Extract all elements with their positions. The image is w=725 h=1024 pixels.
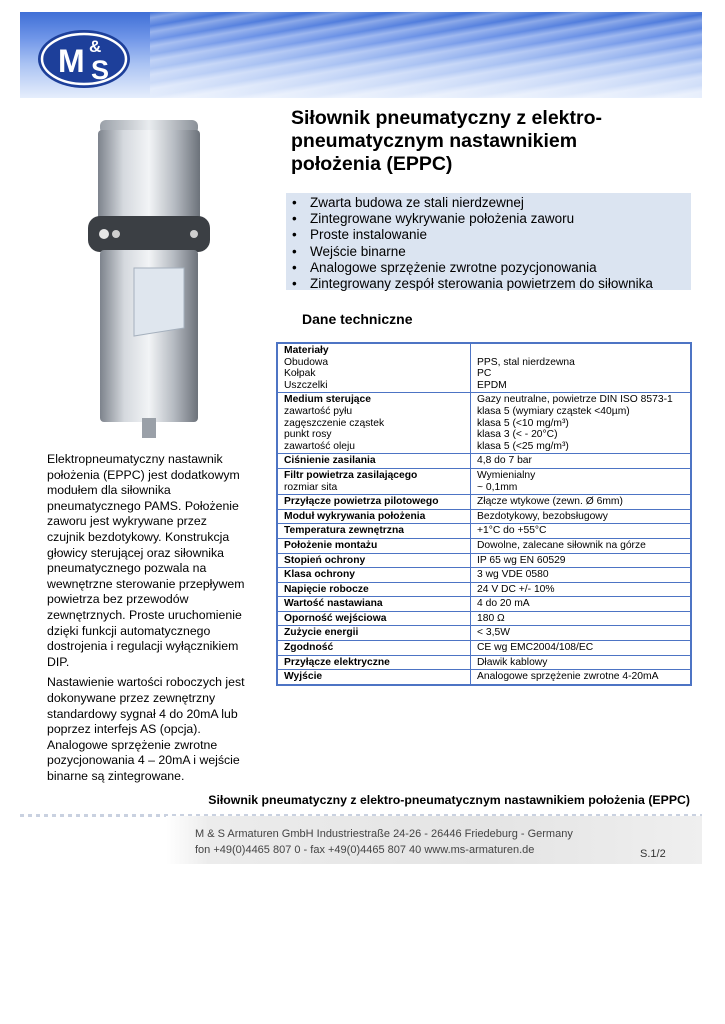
feature-item: • Proste instalowanie — [310, 227, 691, 243]
page-number: S.1/2 — [640, 848, 666, 860]
spec-label: Zgodność — [277, 641, 471, 656]
spec-label: Ciśnienie zasilania — [277, 454, 471, 469]
spec-label: Wartość nastawiana — [277, 597, 471, 612]
logo-ampersand: & — [89, 37, 102, 56]
spec-label-cell — [277, 393, 471, 454]
spec-label: Temperatura zewnętrzna — [277, 524, 471, 539]
spec-value: Dławik kablowy — [471, 655, 692, 670]
title-line-2: pneumatycznym nastawnikiem — [291, 130, 578, 152]
table-row — [277, 597, 691, 612]
spec-value-cell — [471, 468, 692, 494]
spec-table — [276, 342, 692, 686]
spec-value: Dowolne, zalecane siłownik na górze — [471, 538, 692, 553]
logo-letter-s: S — [91, 55, 110, 85]
footer-title: Siłownik pneumatyczny z elektro-pneumatycznym nastawnikiem położenia (EPPC) — [208, 793, 690, 807]
tech-data-heading: Dane techniczne — [302, 311, 413, 327]
feature-item: • Wejście binarne — [310, 244, 691, 260]
spec-value: Gazy neutralne, powietrze DIN ISO 8573-1 — [477, 394, 673, 406]
logo-letter-m: M — [58, 43, 85, 79]
spec-value: IP 65 wg EN 60529 — [471, 553, 692, 568]
spec-value: +1°C do +55°C — [471, 524, 692, 539]
header-streaks — [150, 12, 702, 98]
table-row — [277, 468, 691, 494]
table-row — [277, 524, 691, 539]
spec-value: klasa 3 (< - 20°C) — [477, 429, 558, 441]
spec-value: CE wg EMC2004/108/EC — [471, 641, 692, 656]
table-row — [277, 568, 691, 583]
footer-contact: fon +49(0)4465 807 0 - fax +49(0)4465 807 40 www.ms-armaturen.de — [195, 844, 535, 856]
features-box — [286, 193, 691, 290]
footer-address: M & S Armaturen GmbH Industriestraße 24-26 - 26446 Friedeburg - Germany — [195, 828, 573, 840]
spec-value: PPS, stal nierdzewna — [477, 356, 575, 368]
spec-value: 4,8 do 7 bar — [471, 454, 692, 469]
spec-value: 24 V DC +/- 10% — [471, 582, 692, 597]
spec-label: Napięcie robocze — [277, 582, 471, 597]
spec-label: Położenie montażu — [277, 538, 471, 553]
spec-label-cell — [277, 468, 471, 494]
ms-logo — [36, 28, 132, 90]
spec-label: Zużycie energii — [277, 626, 471, 641]
product-title — [291, 107, 701, 176]
table-row — [277, 538, 691, 553]
spec-sublabel: zagęszczenie cząstek — [284, 417, 385, 429]
spec-label: Medium sterujące — [284, 394, 371, 406]
spec-value-spacer — [477, 345, 684, 357]
spec-value: Wymienialny — [477, 469, 536, 481]
spec-value: EPDM — [477, 379, 507, 391]
feature-item: • Zintegrowany zespół sterowania powietrzem do siłownika — [310, 276, 691, 292]
spec-label: Stopień ochrony — [277, 553, 471, 568]
spec-value: Złącze wtykowe (zewn. Ø 6mm) — [471, 495, 692, 510]
spec-label: Przyłącze powietrza pilotowego — [277, 495, 471, 510]
table-row — [277, 393, 691, 454]
table-row — [277, 343, 691, 393]
spec-sublabel: punkt rosy — [284, 429, 332, 441]
table-row — [277, 553, 691, 568]
spec-value: klasa 5 (<25 mg/m³) — [477, 440, 569, 452]
product-description — [47, 452, 247, 789]
table-row — [277, 454, 691, 469]
table-row — [277, 495, 691, 510]
spec-value: 180 Ω — [471, 611, 692, 626]
spec-value-cell — [471, 343, 692, 393]
actuator-product-image — [84, 118, 214, 443]
spec-label-cell — [277, 343, 471, 393]
title-line-1: Siłownik pneumatyczny z elektro- — [291, 107, 602, 129]
spec-sublabel: Obudowa — [284, 356, 329, 368]
spec-label: Klasa ochrony — [277, 568, 471, 583]
spec-sublabel: Kołpak — [284, 368, 316, 380]
spec-sublabel: zawartość pyłu — [284, 405, 353, 417]
spec-value: Analogowe sprzężenie zwrotne 4-20mA — [471, 670, 692, 685]
table-row — [277, 655, 691, 670]
spec-label: Wyjście — [277, 670, 471, 685]
spec-label: Moduł wykrywania położenia — [277, 509, 471, 524]
title-line-3: położenia (EPPC) — [291, 153, 453, 175]
description-paragraph: Elektropneumatyczny nastawnik położenia (EPPC) jest dodatkowym modułem dla siłownika pneumatycznego PAMS. Położenie zaworu jest wykrywane przez czujnik bezdotykowy. Konstrukcja głowicy sterującej oraz siłownika pneumatycznego pozwala na wewnętrzne sterowanie przepływem powietrza bez przewodów zewnętrznych. Proste uruchomienie dzięki funkcji automatycznego dostrojenia i regulacji wyłącznikiem DIP. — [47, 452, 245, 669]
table-row — [277, 641, 691, 656]
spec-label: Przyłącze elektryczne — [277, 655, 471, 670]
spec-value: PC — [477, 368, 492, 380]
spec-value: 3 wg VDE 0580 — [471, 568, 692, 583]
spec-sublabel: Uszczelki — [284, 379, 328, 391]
description-paragraph: Nastawienie wartości roboczych jest dokonywane przez zewnętrzny standardowy sygnał 4 do 20mA lub poprzez interfejs AS (opcja). Analogowe sprzężenie zwrotne pozycjonowania 4 – 20mA i wejście binarne są zintegrowane. — [47, 675, 245, 783]
table-row — [277, 626, 691, 641]
table-row — [277, 582, 691, 597]
spec-value: klasa 5 (<10 mg/m³) — [477, 417, 569, 429]
spec-value: klasa 5 (wymiary cząstek <40µm) — [477, 405, 630, 417]
spec-value: ~ 0,1mm — [477, 481, 518, 493]
table-row — [277, 670, 691, 685]
feature-item: • Zintegrowane wykrywanie położenia zaworu — [310, 211, 691, 227]
spec-value: < 3,5W — [471, 626, 692, 641]
spec-value-cell — [471, 393, 692, 454]
table-row — [277, 509, 691, 524]
spec-value: Bezdotykowy, bezobsługowy — [471, 509, 692, 524]
spec-label: Filtr powietrza zasilającego — [284, 469, 418, 481]
spec-label: Materiały — [284, 345, 329, 356]
spec-sublabel: rozmiar sita — [284, 481, 338, 493]
table-row — [277, 611, 691, 626]
feature-item: • Analogowe sprzężenie zwrotne pozycjonowania — [310, 260, 691, 276]
feature-list — [286, 193, 691, 292]
spec-value: 4 do 20 mA — [471, 597, 692, 612]
spec-sublabel: zawartość oleju — [284, 440, 355, 452]
feature-item: • Zwarta budowa ze stali nierdzewnej — [310, 195, 691, 211]
footer-address-block — [195, 826, 573, 858]
spec-label: Oporność wejściowa — [277, 611, 471, 626]
